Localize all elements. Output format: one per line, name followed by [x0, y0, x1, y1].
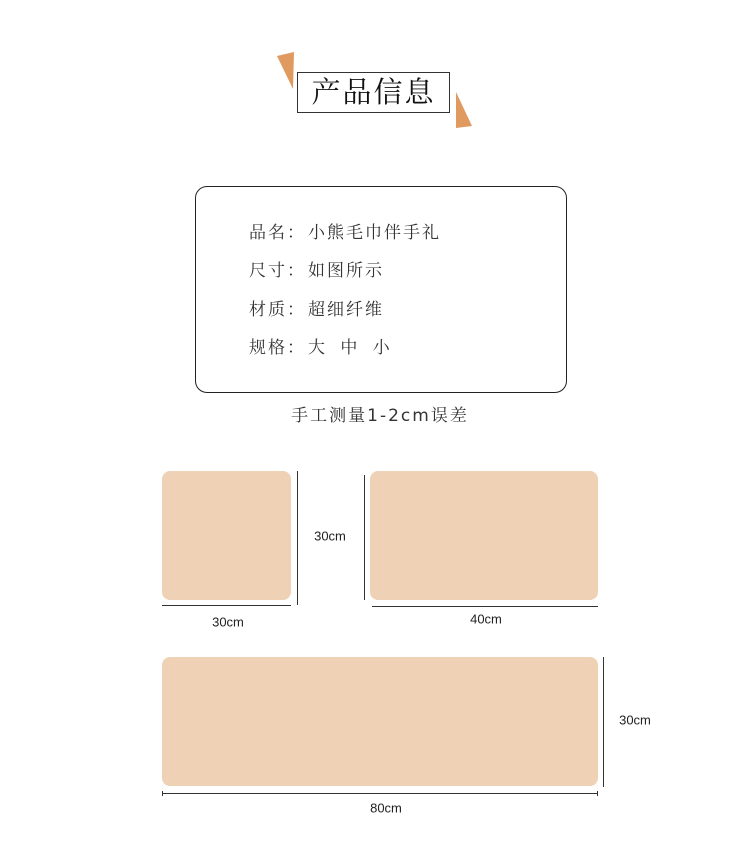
medium-width-label: 40cm	[470, 611, 502, 627]
small-width-label: 30cm	[212, 614, 244, 630]
section-title: 产品信息	[297, 72, 450, 113]
info-value: 超细纤维	[308, 299, 384, 320]
info-label: 材质：	[249, 299, 306, 320]
large-width-label: 80cm	[370, 800, 402, 816]
accent-triangle-top-left	[277, 52, 294, 89]
large-height-label: 30cm	[619, 712, 651, 728]
accent-triangle-bottom-right	[456, 92, 472, 128]
info-label: 品名：	[249, 223, 306, 243]
info-value: 大 中 小	[308, 337, 392, 358]
info-value: 小熊毛巾伴手礼	[308, 223, 441, 243]
info-label: 规格：	[249, 337, 306, 358]
small-height-label: 30cm	[314, 528, 346, 544]
measurement-note: 手工测量1-2cm误差	[291, 406, 469, 426]
info-value: 如图所示	[308, 261, 384, 282]
info-label: 尺寸：	[249, 261, 306, 282]
